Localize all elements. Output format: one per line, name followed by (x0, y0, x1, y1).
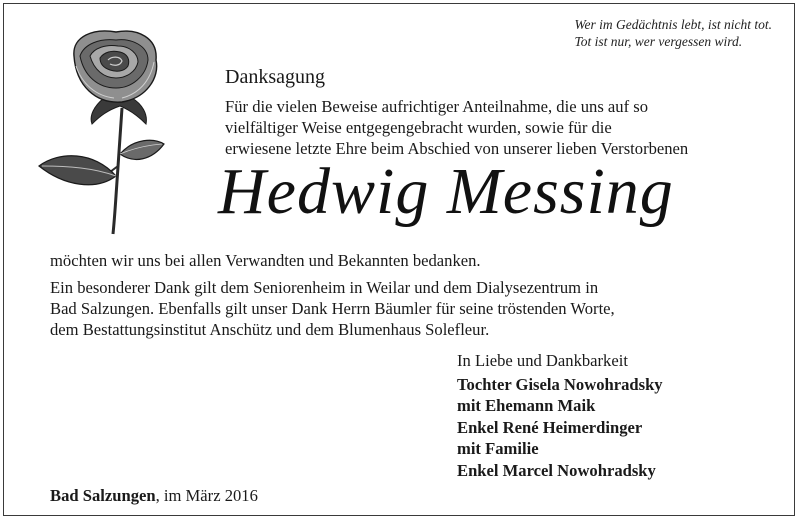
body-text (50, 250, 750, 340)
intro-line: vielfältiger Weise entgegengebracht wurden, sowie für die (225, 118, 612, 137)
intro-line: Für die vielen Beweise aufrichtiger Anteilnahme, die uns auf so (225, 97, 649, 116)
rose-illustration (34, 26, 184, 236)
place-name: Bad Salzungen (50, 486, 156, 505)
rose-leaf-right (120, 140, 164, 159)
rose-leaf-left (39, 156, 116, 185)
place-date (50, 486, 258, 506)
signature-name: mit Familie (457, 439, 539, 458)
body-line: Bad Salzungen. Ebenfalls gilt unser Dank Herrn Bäumler für seine tröstenden Worte, (50, 299, 615, 318)
intro-text (225, 96, 765, 159)
motto-line-1: Wer im Gedächtnis lebt, ist nicht tot. (574, 17, 772, 32)
intro-line: erwiesene letzte Ehre beim Abschied von unserer lieben Verstorbenen (225, 139, 689, 158)
signature-block (457, 350, 663, 481)
date-text: , im März 2016 (155, 486, 258, 505)
body-line: möchten wir uns bei allen Verwandten und Bekannten bedanken. (50, 251, 481, 270)
signature-name: Enkel René Heimerdinger (457, 417, 643, 437)
signature-name: Tochter Gisela Nowohradsky (457, 374, 663, 394)
motto-quote (575, 16, 772, 50)
signature-greeting: In Liebe und Dankbarkeit (457, 351, 628, 370)
heading-danksagung: Danksagung (225, 66, 325, 88)
obituary-card (3, 3, 795, 516)
signature-name: mit Ehemann Maik (457, 396, 596, 415)
signature-names (457, 374, 663, 482)
signature-name: Enkel Marcel Nowohradsky (457, 460, 656, 480)
deceased-name: Hedwig Messing (218, 155, 674, 228)
motto-line-2: Tot ist nur, wer vergessen wird. (574, 34, 743, 49)
body-line: Ein besonderer Dank gilt dem Seniorenheim in Weilar und dem Dialysezentrum in (50, 278, 599, 297)
body-line: dem Bestattungsinstitut Anschütz und dem Blumenhaus Solefleur. (50, 320, 490, 339)
rose-stem (113, 108, 122, 234)
